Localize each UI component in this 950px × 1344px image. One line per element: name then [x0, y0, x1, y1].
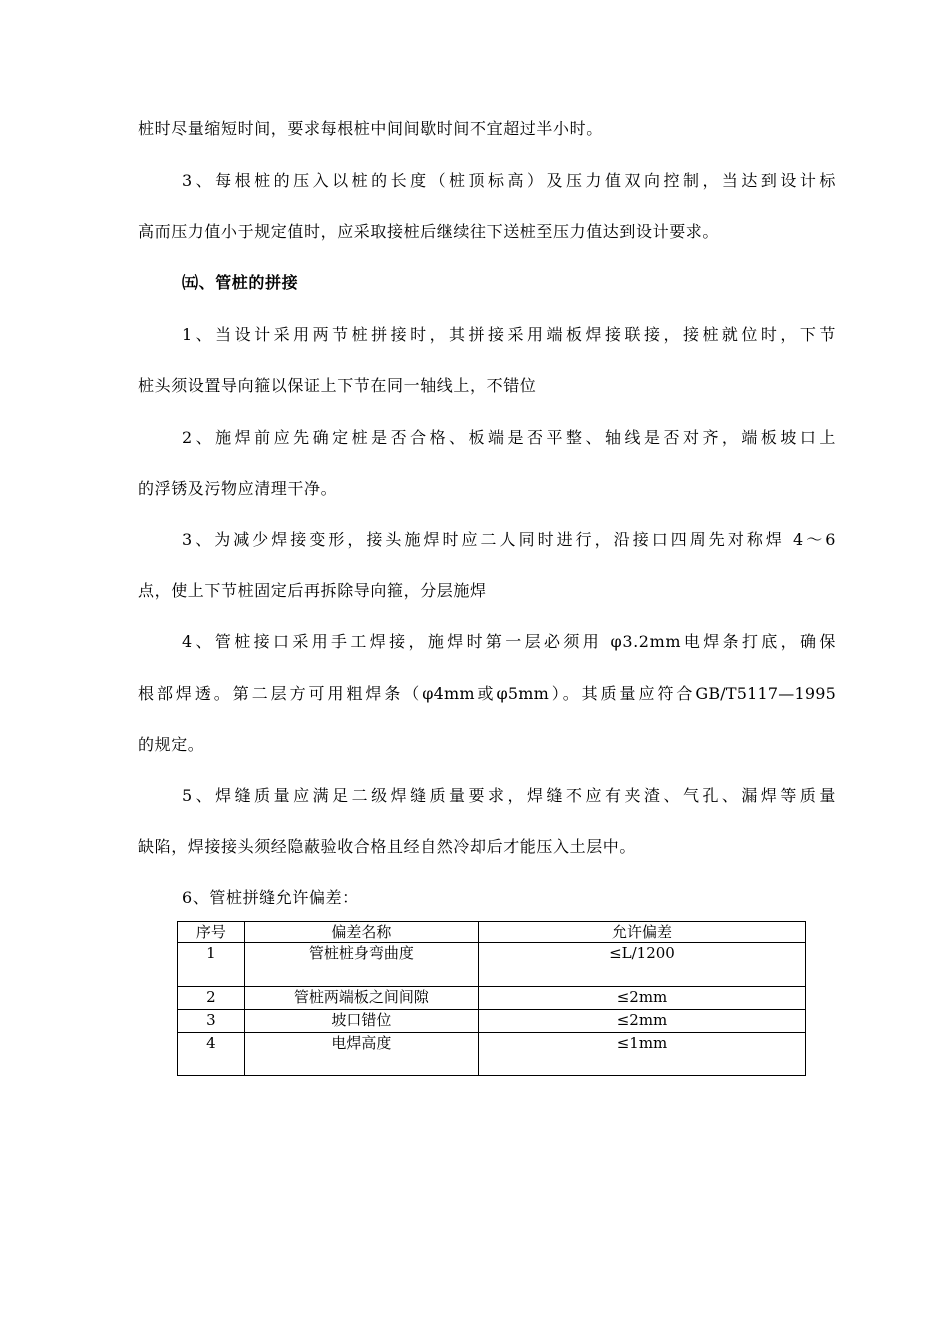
table-cell: 电焊高度 — [244, 1033, 478, 1076]
table-row — [178, 1010, 806, 1033]
table-cell: ≤1mm — [478, 1033, 805, 1076]
paragraph-line: 5、焊缝质量应满足二级焊缝质量要求，焊缝不应有夹渣、气孔、漏焊等质量 — [182, 786, 836, 805]
header-cell-index: 序号 — [178, 922, 245, 943]
table-cell: 3 — [178, 1010, 245, 1033]
table-header-row — [178, 922, 806, 943]
paragraph-line: 3、为减少焊接变形，接头施焊时应二人同时进行，沿接口四周先对称焊 4～6 — [182, 530, 836, 549]
paragraph-line: 点，使上下节桩固定后再拆除导向箍，分层施焊 — [138, 581, 487, 600]
paragraph-line: 根部焊透。第二层方可用粗焊条（φ4mm或φ5mm）。其质量应符合GB/T5117—1995 — [138, 684, 836, 703]
paragraph-line: 的浮锈及污物应清理干净。 — [138, 479, 338, 498]
section-heading: ㈤、管桩的拼接 — [182, 273, 299, 292]
table-cell: 管桩桩身弯曲度 — [244, 943, 478, 987]
paragraph-line: 3、每根桩的压入以桩的长度（桩顶标高）及压力值双向控制，当达到设计标 — [182, 171, 836, 190]
table-cell: ≤2mm — [478, 987, 805, 1010]
table-cell: 1 — [178, 943, 245, 987]
header-cell-name: 偏差名称 — [244, 922, 478, 943]
paragraph-line: 4、管桩接口采用手工焊接，施焊时第一层必须用 φ3.2mm电焊条打底，确保 — [182, 632, 836, 651]
header-cell-tolerance: 允许偏差 — [478, 922, 805, 943]
table-cell: 2 — [178, 987, 245, 1010]
table-row — [178, 943, 806, 987]
table-cell: ≤2mm — [478, 1010, 805, 1033]
paragraph-line: 缺陷，焊接接头须经隐蔽验收合格且经自然冷却后才能压入土层中。 — [138, 837, 637, 856]
table-cell: 4 — [178, 1033, 245, 1076]
paragraph-line: 桩头须设置导向箍以保证上下节在同一轴线上，不错位 — [138, 376, 537, 395]
paragraph-line: 的规定。 — [138, 735, 205, 754]
table-cell: ≤L/1200 — [478, 943, 805, 987]
deviation-table — [177, 921, 806, 1076]
paragraph-line: 2、施焊前应先确定桩是否合格、板端是否平整、轴线是否对齐，端板坡口上 — [182, 428, 836, 447]
table-row — [178, 1033, 806, 1076]
table-row — [178, 987, 806, 1010]
paragraph-line: 1、当设计采用两节桩拼接时，其拼接采用端板焊接联接，接桩就位时，下节 — [182, 325, 836, 344]
paragraph-line: 高而压力值小于规定值时，应采取接桩后继续往下送桩至压力值达到设计要求。 — [138, 222, 720, 241]
paragraph-line: 6、管桩拼缝允许偏差： — [182, 888, 359, 907]
table-cell: 管桩两端板之间间隙 — [244, 987, 478, 1010]
table-cell: 坡口错位 — [244, 1010, 478, 1033]
paragraph-line: 桩时尽量缩短时间，要求每根桩中间间歇时间不宜超过半小时。 — [138, 119, 603, 138]
